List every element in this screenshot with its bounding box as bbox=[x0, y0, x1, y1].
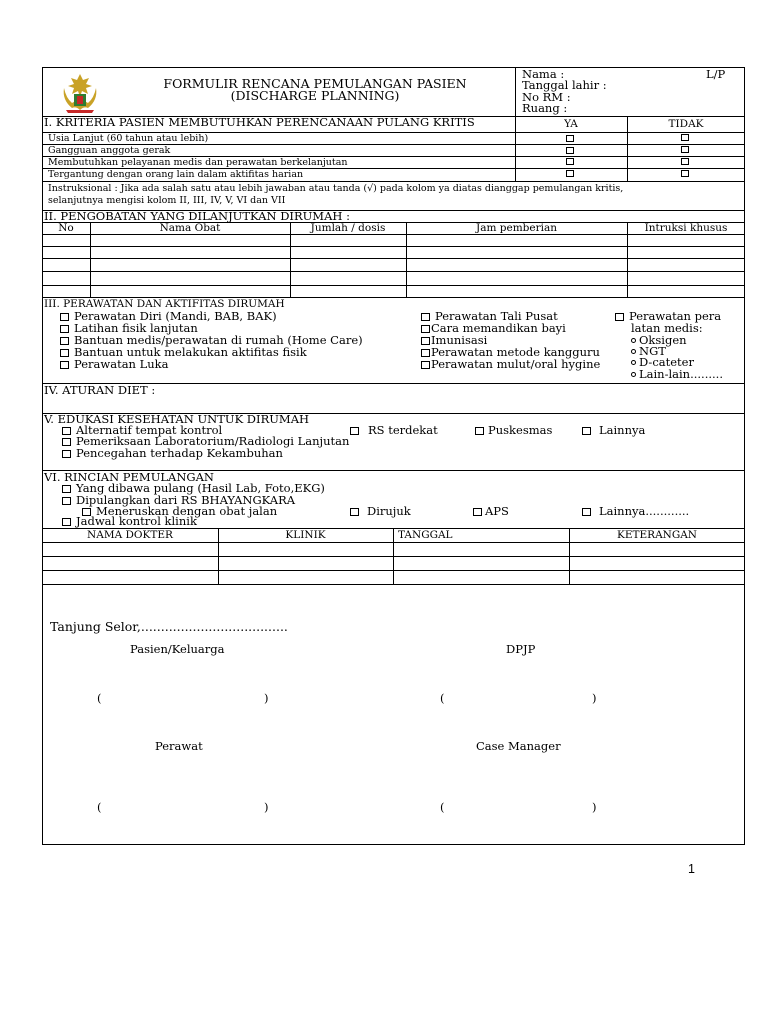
care-item-label: Perawatan mulut/oral hygine bbox=[431, 357, 601, 371]
ya-checkbox[interactable] bbox=[566, 135, 574, 142]
care-checkbox[interactable] bbox=[421, 337, 430, 345]
schedule-col-klinik: KLINIK bbox=[285, 529, 326, 541]
edu-item[interactable]: Lainnya bbox=[582, 425, 645, 437]
care-item-label: Perawatan Luka bbox=[74, 357, 169, 371]
care-item[interactable] bbox=[421, 359, 600, 371]
edu-item[interactable]: Pencegahan terhadap Kekambuhan bbox=[62, 448, 283, 460]
care-item-label: Perawatan pera bbox=[629, 309, 722, 323]
care-item-label: Perawatan metode kangguru bbox=[431, 345, 600, 359]
signature-open-paren: ( bbox=[97, 800, 102, 814]
med-col-instruksi: Intruksi khusus bbox=[644, 222, 728, 234]
edu-checkbox[interactable] bbox=[350, 427, 359, 435]
care-item[interactable] bbox=[60, 359, 169, 371]
signature-close-paren: ) bbox=[264, 691, 269, 705]
section1-title: I. KRITERIA PASIEN MEMBUTUHKAN PERENCANAAN PULANG KRITIS bbox=[44, 115, 475, 129]
no-rm-label: No RM : bbox=[522, 90, 571, 104]
criteria-row: Membutuhkan pelayanan medis dan perawatan berkelanjutan bbox=[48, 157, 348, 168]
schedule-col-tanggal: TANGGAL bbox=[398, 529, 453, 541]
place-date: Tanjung Selor,..................................... bbox=[50, 619, 288, 634]
form-title-line1: FORMULIR RENCANA PEMULANGAN PASIEN bbox=[163, 76, 467, 91]
dpjp-label: DPJP bbox=[506, 642, 536, 656]
criteria-row: Tergantung dengan orang lain dalam aktifitas harian bbox=[48, 169, 304, 180]
edu-item[interactable]: RS terdekat bbox=[350, 425, 438, 437]
section3-title: III. PERAWATAN DAN AKTIFITAS DIRUMAH bbox=[44, 298, 285, 310]
signature-open-paren: ( bbox=[440, 691, 445, 705]
care-item-label: Cara memandikan bayi bbox=[431, 321, 566, 335]
care-checkbox[interactable] bbox=[60, 361, 69, 369]
criteria-row: Usia Lanjut (60 tahun atau lebih) bbox=[48, 133, 209, 144]
discharge-checkbox[interactable] bbox=[350, 508, 359, 516]
page-number: 1 bbox=[688, 862, 695, 876]
ruang-label: Ruang : bbox=[522, 101, 568, 115]
equipment-option[interactable]: NGT bbox=[631, 346, 666, 358]
radio-icon[interactable] bbox=[631, 360, 636, 365]
instruction-line1: Instruksional : Jika ada salah satu atau lebih jawaban atau tanda (√) pada kolom ya diatas dianggap pemulangan kritis, bbox=[48, 183, 624, 194]
edu-item[interactable]: Alternatif tempat kontrol bbox=[62, 425, 222, 437]
care-checkbox[interactable] bbox=[60, 325, 69, 333]
discharge-checkbox[interactable] bbox=[62, 518, 71, 526]
discharge-item[interactable]: Meneruskan dengan obat jalan bbox=[82, 506, 277, 518]
edu-checkbox[interactable] bbox=[62, 438, 71, 446]
equipment-option[interactable]: Lain-lain......... bbox=[631, 369, 723, 381]
care-item-label: Latihan fisik lanjutan bbox=[74, 321, 198, 335]
tidak-checkbox[interactable] bbox=[681, 146, 689, 153]
section2-title: II. PENGOBATAN YANG DILANJUTKAN DIRUMAH : bbox=[44, 209, 350, 223]
care-checkbox[interactable] bbox=[60, 349, 69, 357]
lp-label: L/P bbox=[706, 67, 726, 81]
edu-item[interactable]: Puskesmas bbox=[475, 425, 552, 437]
discharge-checkbox[interactable] bbox=[582, 508, 591, 516]
tidak-checkbox[interactable] bbox=[681, 134, 689, 141]
instruction-line2: selanjutnya mengisi kolom II, III, IV, V, VI dan VII bbox=[48, 195, 286, 206]
care-checkbox[interactable] bbox=[421, 349, 430, 357]
tanggal-lahir-label: Tanggal lahir : bbox=[522, 78, 607, 92]
equipment-option[interactable]: Oksigen bbox=[631, 335, 687, 347]
care-checkbox[interactable] bbox=[60, 337, 69, 345]
section5-title: V. EDUKASI KESEHATAN UNTUK DIRUMAH bbox=[44, 412, 310, 426]
edu-checkbox[interactable] bbox=[62, 450, 71, 458]
edu-checkbox[interactable] bbox=[62, 427, 71, 435]
pasien-keluarga-label: Pasien/Keluarga bbox=[130, 642, 225, 656]
schedule-col-dokter: NAMA DOKTER bbox=[87, 529, 173, 541]
discharge-checkbox[interactable] bbox=[473, 508, 482, 516]
med-col-jumlah: Jumlah / dosis bbox=[310, 222, 386, 234]
ya-checkbox[interactable] bbox=[566, 147, 574, 154]
discharge-item[interactable]: Lainnya............ bbox=[582, 506, 689, 518]
radio-icon[interactable] bbox=[631, 338, 636, 343]
care-checkbox[interactable] bbox=[421, 325, 430, 333]
edu-item[interactable]: Pemeriksaan Laboratorium/Radiologi Lanjutan bbox=[62, 436, 349, 448]
discharge-item[interactable]: Dipulangkan dari RS BHAYANGKARA bbox=[62, 495, 295, 507]
equipment-option[interactable]: D-cateter bbox=[631, 357, 694, 369]
med-col-no: No bbox=[58, 222, 74, 234]
radio-icon[interactable] bbox=[631, 372, 636, 377]
section4-title: IV. ATURAN DIET : bbox=[44, 383, 156, 397]
discharge-checkbox[interactable] bbox=[62, 485, 71, 493]
care-item-label: Perawatan Tali Pusat bbox=[435, 309, 558, 323]
col-tidak-header: TIDAK bbox=[668, 118, 704, 130]
radio-icon[interactable] bbox=[631, 349, 636, 354]
signature-open-paren: ( bbox=[440, 800, 445, 814]
care-item-label: Bantuan untuk melakukan aktifitas fisik bbox=[74, 345, 307, 359]
tidak-checkbox[interactable] bbox=[681, 158, 689, 165]
med-col-jam: Jam pemberian bbox=[476, 222, 557, 234]
police-emblem-logo bbox=[58, 70, 102, 114]
discharge-checkbox[interactable] bbox=[62, 497, 71, 505]
section6-title: VI. RINCIAN PEMULANGAN bbox=[44, 470, 214, 484]
discharge-item[interactable]: Yang dibawa pulang (Hasil Lab, Foto,EKG) bbox=[62, 483, 325, 495]
perawat-label: Perawat bbox=[155, 739, 203, 753]
med-col-nama-obat: Nama Obat bbox=[159, 222, 221, 234]
discharge-item[interactable]: APS bbox=[473, 506, 509, 518]
care-checkbox[interactable] bbox=[421, 361, 430, 369]
ya-checkbox[interactable] bbox=[566, 158, 574, 165]
care-checkbox[interactable] bbox=[615, 313, 624, 321]
care-item-label: latan medis: bbox=[631, 321, 703, 335]
signature-close-paren: ) bbox=[592, 691, 597, 705]
form-title-line2: (DISCHARGE PLANNING) bbox=[230, 88, 400, 103]
care-item-label: Imunisasi bbox=[431, 333, 488, 347]
care-item-label: Bantuan medis/perawatan di rumah (Home Care) bbox=[74, 333, 363, 347]
care-checkbox[interactable] bbox=[60, 313, 69, 321]
signature-close-paren: ) bbox=[264, 800, 269, 814]
col-ya-header: YA bbox=[564, 118, 578, 130]
case-manager-label: Case Manager bbox=[476, 739, 561, 753]
signature-open-paren: ( bbox=[97, 691, 102, 705]
discharge-item[interactable]: Jadwal kontrol klinik bbox=[62, 516, 197, 528]
care-item-label: Perawatan Diri (Mandi, BAB, BAK) bbox=[74, 309, 277, 323]
schedule-col-keterangan: KETERANGAN bbox=[616, 529, 697, 541]
care-checkbox[interactable] bbox=[421, 313, 430, 321]
edu-checkbox[interactable] bbox=[475, 427, 484, 435]
ya-checkbox[interactable] bbox=[566, 170, 574, 177]
tidak-checkbox[interactable] bbox=[681, 170, 689, 177]
nama-label: Nama : bbox=[522, 67, 565, 81]
signature-close-paren: ) bbox=[592, 800, 597, 814]
discharge-item[interactable]: Dirujuk bbox=[350, 506, 411, 518]
criteria-row: Gangguan anggota gerak bbox=[48, 145, 171, 156]
edu-checkbox[interactable] bbox=[582, 427, 591, 435]
